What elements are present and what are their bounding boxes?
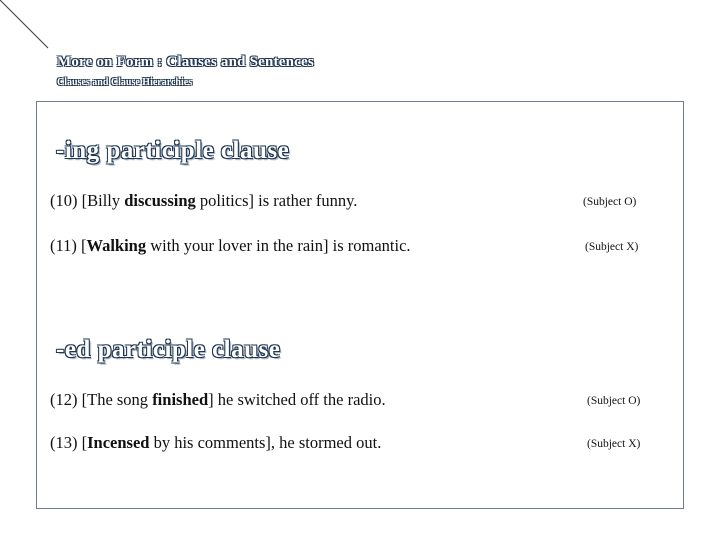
example-12-after: ] he switched off the radio.: [208, 390, 386, 409]
example-13-key: Incensed: [87, 433, 150, 452]
example-10: [50, 191, 357, 211]
example-13: [50, 433, 381, 453]
example-12-note: (Subject O): [587, 395, 641, 407]
corner-decoration-line: [0, 0, 60, 60]
example-13-before: (13) [: [50, 433, 88, 452]
example-12: [50, 390, 386, 410]
ing-clause-heading: -ing participle clause: [56, 137, 290, 164]
slide-subtitle: Clauses and Clause Hierarchies: [57, 77, 193, 88]
example-11-after: with your lover in the rain] is romantic.: [146, 236, 411, 255]
example-11-key: Walking: [86, 236, 147, 255]
example-11-before: (11) [: [50, 236, 87, 255]
ed-clause-heading: -ed participle clause: [56, 336, 281, 363]
example-11-note: (Subject X): [585, 241, 639, 253]
example-10-after: politics] is rather funny.: [195, 191, 358, 210]
example-13-note: (Subject X): [587, 438, 641, 450]
example-11: [50, 236, 411, 256]
example-13-after: by his comments], he stormed out.: [149, 433, 382, 452]
example-12-before: (12) [The song: [50, 390, 153, 409]
example-10-before: (10) [Billy: [50, 191, 125, 210]
slide-title: More on Form : Clauses and Sentences: [57, 54, 314, 70]
example-10-key: discussing: [124, 191, 196, 210]
example-12-key: finished: [152, 390, 209, 409]
example-10-note: (Subject O): [583, 196, 637, 208]
